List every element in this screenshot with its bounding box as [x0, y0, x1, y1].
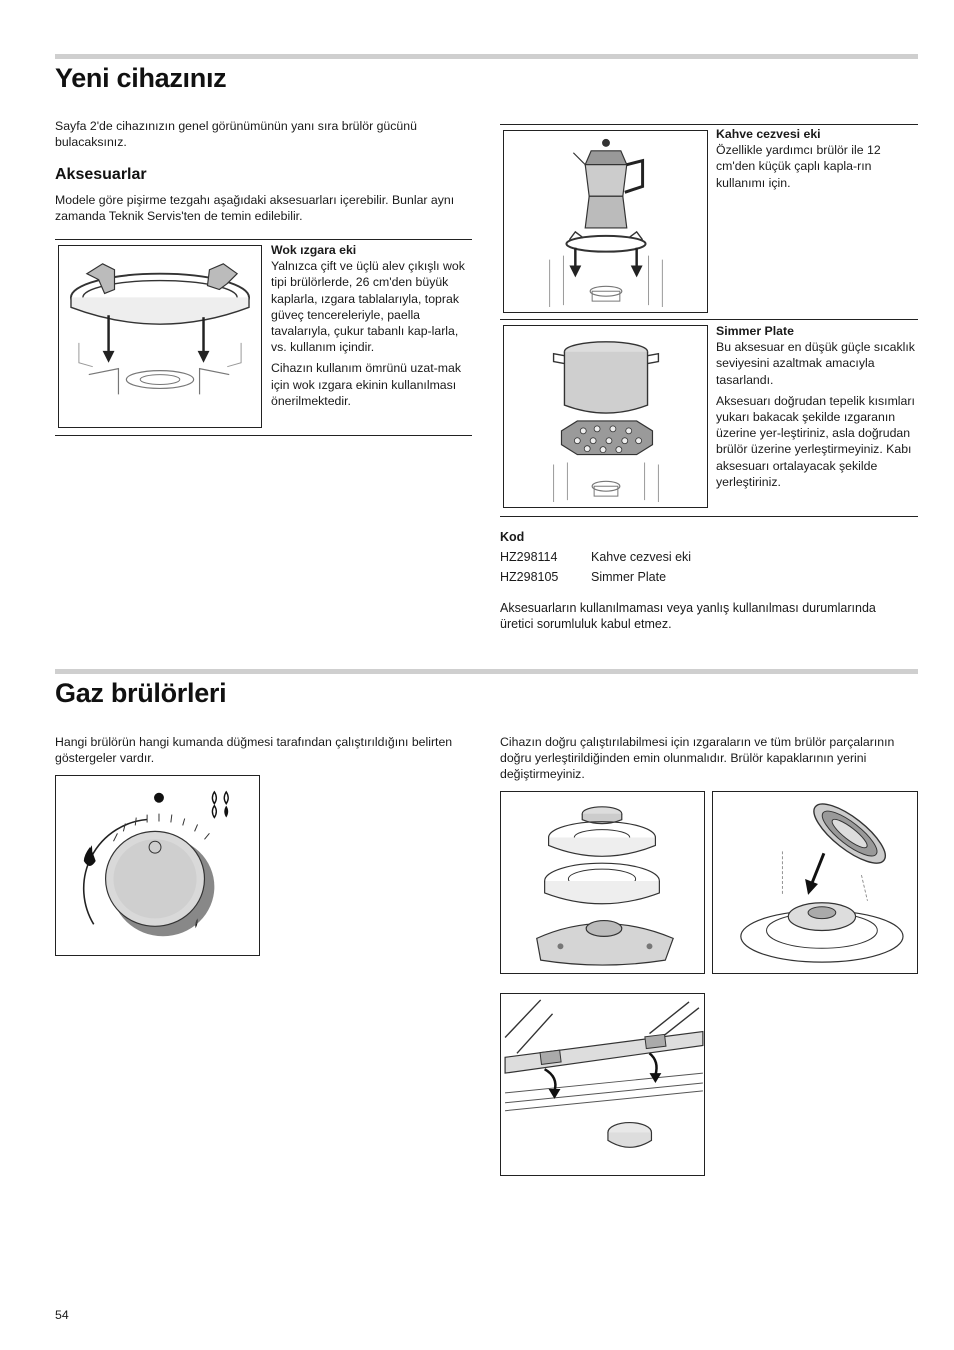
gas-right-text: Cihazın doğru çalıştırılabilmesi için ızgaraların ve tüm brülör parçalarının doğru yerleştirildiğinden emin olunmalıdır. Brülör kapaklarının yerini değiştirmeyiniz.: [500, 735, 895, 782]
coffee-text: Özellikle yardımcı brülör ile 12 cm'den küçük çaplı kapla-rın kullanımı için.: [716, 143, 881, 190]
wok-text-2: Cihazın kullanım ömrünü uzat-mak için wok ızgara ekinin kullanılması önerilmektedir.: [271, 361, 461, 408]
divider: [55, 435, 472, 436]
coffee-description: [716, 126, 916, 191]
divider: [500, 516, 918, 517]
section-rule-gas: [55, 669, 918, 674]
section-rule-top: [55, 54, 918, 59]
coffee-pot-illustration: [503, 130, 708, 313]
simmer-title: Simmer Plate: [716, 324, 794, 338]
divider: [500, 124, 918, 125]
burner-cap-placement-drawing: [713, 792, 917, 973]
burner-parts-illustration: [500, 791, 705, 974]
code-row: [500, 569, 910, 585]
code-table: [500, 529, 910, 632]
wok-ring-drawing: [59, 246, 261, 427]
burner-parts-drawing: [501, 792, 704, 973]
intro-text: Sayfa 2'de cihazınızın genel görünümünün yanı sıra brülör gücünü bulacaksınız.: [55, 119, 417, 150]
divider: [55, 239, 472, 240]
code-name: Kahve cezvesi eki: [591, 550, 692, 564]
code-value: HZ298105: [500, 570, 559, 584]
disclaimer-text: Aksesuarların kullanılmaması veya yanlış kullanılması durumlarında üretici sorumluluk kabul etmez.: [500, 601, 876, 631]
gas-left-text: Hangi brülörün hangi kumanda düğmesi tarafından çalıştırıldığını belirten göstergeler vardır.: [55, 735, 453, 766]
code-heading: Kod: [500, 530, 525, 544]
coffee-pot-drawing: [504, 131, 707, 312]
control-knob-illustration: [55, 775, 260, 956]
section-title-gas-burners: Gaz brülörleri: [55, 678, 227, 708]
coffee-title: Kahve cezvesi eki: [716, 127, 821, 141]
grate-placement-illustration: [500, 993, 705, 1176]
accessories-heading: Aksesuarlar: [55, 166, 147, 183]
wok-description: [271, 242, 471, 409]
grate-placement-drawing: [501, 994, 704, 1175]
wok-title: Wok ızgara eki: [271, 243, 357, 257]
simmer-plate-drawing: [504, 326, 707, 507]
control-knob-drawing: [56, 776, 259, 955]
code-name: Simmer Plate: [591, 570, 667, 584]
page-number: 54: [55, 1308, 69, 1322]
code-value: HZ298114: [500, 550, 558, 564]
accessories-text: Modele göre pişirme tezgahı aşağıdaki aksesuarları içerebilir. Bunlar aynı zamanda Teknik Servis'ten de temin edilebilir.: [55, 193, 455, 224]
divider: [500, 319, 918, 320]
code-row: [500, 549, 910, 565]
simmer-plate-illustration: [503, 325, 708, 508]
simmer-text-2: Aksesuarı doğrudan tepelik kısımları yukarı bakacak şekilde ızgaranın üzerine yer-leştiriniz, asla doğrudan brülör üzerine yerleştirmeyiniz. Kabı aksesuarı ortalayacak şekilde yerleştiriniz.: [716, 393, 915, 489]
wok-text-1: Yalnızca çift ve üçlü alev çıkışlı wok tipi brülörlerde, 26 cm'den büyük kaplarla, ızgara tablalarıyla, toprak güveç tencereleriyle, paella tavalarıyla, çukur tabanlı kap-larla, vs. kullanım içindir.: [271, 259, 465, 355]
wok-ring-illustration: [58, 245, 262, 428]
section-title-new-appliance: Yeni cihazınız: [55, 63, 227, 93]
simmer-description: [716, 323, 916, 490]
burner-cap-placement-illustration: [712, 791, 918, 974]
simmer-text-1: Bu aksesuar en düşük güçle sıcaklık seviyesini azaltmak amacıyla tasarlandı.: [716, 340, 915, 387]
